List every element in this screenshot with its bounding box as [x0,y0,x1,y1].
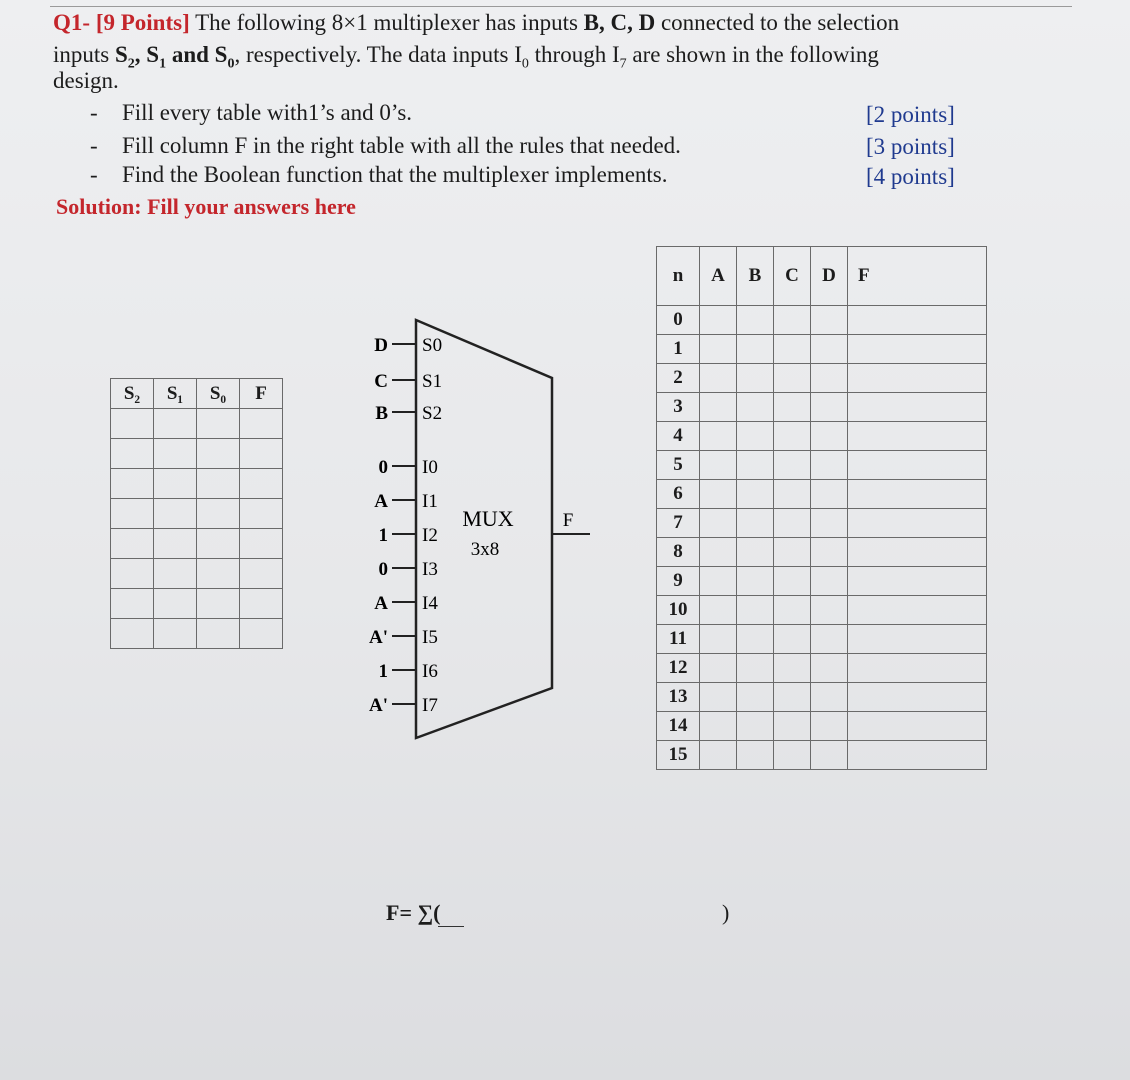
row-number: 4 [657,422,700,451]
row-number: 5 [657,451,700,480]
answer-cell[interactable] [737,596,774,625]
answer-cell[interactable] [700,422,737,451]
answer-cell[interactable] [811,654,848,683]
pin-label-s1: S1 [422,371,443,392]
i7-sub: 7 [619,56,627,72]
header-f: F [848,247,987,306]
header-f: F [240,379,283,409]
row-number: 3 [657,393,700,422]
answer-cell[interactable] [774,538,811,567]
task-3-points: [4 points] [866,164,955,189]
task-1: - Fill every table with1’s and 0’s. [90,100,413,125]
answer-cell[interactable] [197,439,240,469]
table-row [657,451,987,480]
answer-cell[interactable] [700,335,737,364]
row-number: 9 [657,567,700,596]
answer-cell[interactable] [197,469,240,499]
answer-cell[interactable] [848,451,987,480]
answer-cell[interactable] [700,567,737,596]
answer-cell[interactable] [811,538,848,567]
answer-cell[interactable] [197,529,240,559]
answer-cell[interactable] [154,529,197,559]
table-row [657,712,987,741]
answer-cell[interactable] [848,364,987,393]
mux-input-lines [369,335,442,716]
data-source-i6: 1 [378,661,388,682]
question-line-3: design. [53,68,119,93]
table-row [657,683,987,712]
answer-cell[interactable] [774,625,811,654]
table-row [657,567,987,596]
answer-cell[interactable] [240,589,283,619]
answer-cell[interactable] [700,683,737,712]
table-header-row [111,379,283,409]
row-number: 7 [657,509,700,538]
data-source-i1: A [374,491,388,512]
answer-cell[interactable] [811,625,848,654]
answer-cell[interactable] [111,529,154,559]
separator: , [134,42,147,67]
answer-cell[interactable] [154,589,197,619]
data-source-i4: A [374,593,388,614]
answer-cell[interactable] [700,741,737,770]
answer-cell[interactable] [811,335,848,364]
answer-cell[interactable] [154,559,197,589]
answer-cell[interactable] [111,409,154,439]
answer-cell[interactable] [811,364,848,393]
answer-cell[interactable] [111,589,154,619]
table-row [111,469,283,499]
answer-cell[interactable] [848,683,987,712]
table-row [111,589,283,619]
header-b: B [737,247,774,306]
answer-cell[interactable] [774,683,811,712]
answer-cell[interactable] [240,439,283,469]
data-source-i3: 0 [378,559,388,580]
question-text: The following 8×1 multiplexer has inputs [189,10,584,35]
table-header-row [657,247,987,306]
answer-cell[interactable] [774,480,811,509]
table-row [657,393,987,422]
answer-cell[interactable] [700,393,737,422]
answer-cell[interactable] [700,712,737,741]
row-number: 1 [657,335,700,364]
answer-cell[interactable] [848,625,987,654]
table-row [657,422,987,451]
pin-label-i1: I1 [422,491,438,512]
pin-label-i2: I2 [422,525,438,546]
header-a: A [700,247,737,306]
answer-cell[interactable] [774,712,811,741]
solution-heading: Solution: Fill your answers here [56,194,356,219]
and-word: and [166,42,215,67]
task-2: - Fill column F in the right table with all the rules that needed. [90,133,681,158]
task-3-text: Find the Boolean function that the multiplexer implements. [122,162,668,187]
answer-cell[interactable] [700,538,737,567]
row-number: 2 [657,364,700,393]
answer-cell[interactable] [240,499,283,529]
pin-label-i6: I6 [422,661,438,682]
formula-prefix: F= ∑( [386,900,441,925]
header-s2: S₂ [111,379,154,409]
row-number: 8 [657,538,700,567]
answer-cell[interactable] [848,509,987,538]
answer-cell[interactable] [774,306,811,335]
s2-sub: 2 [127,56,135,72]
pin-label-i3: I3 [422,559,438,580]
answer-cell[interactable] [848,393,987,422]
table-row [111,439,283,469]
answer-cell[interactable] [774,451,811,480]
answer-cell[interactable] [848,567,987,596]
answer-cell[interactable] [774,596,811,625]
question-line-1 [53,8,899,38]
select-source-s2: B [375,403,388,424]
formula-underline [438,926,464,927]
answer-cell[interactable] [737,567,774,596]
answer-cell[interactable] [848,422,987,451]
answer-cell[interactable] [197,619,240,649]
answer-cell[interactable] [240,619,283,649]
question-text: inputs [53,42,115,67]
answer-cell[interactable] [700,480,737,509]
answer-cell[interactable] [774,567,811,596]
answer-cell[interactable] [111,439,154,469]
answer-cell[interactable] [240,469,283,499]
table-row [111,499,283,529]
row-number: 10 [657,596,700,625]
answer-cell[interactable] [848,538,987,567]
answer-cell[interactable] [811,451,848,480]
answer-cell[interactable] [774,335,811,364]
formula-answer-field[interactable] [470,904,710,932]
question-text: through I [528,42,620,67]
task-1-text: Fill every table with1’s and 0’s. [122,100,413,125]
answer-cell[interactable] [848,654,987,683]
header-c: C [774,247,811,306]
header-s0: S₀ [197,379,240,409]
data-source-i0: 0 [378,457,388,478]
answer-cell[interactable] [700,509,737,538]
answer-cell[interactable] [774,422,811,451]
question-points: [9 Points] [95,10,190,35]
table-row [657,480,987,509]
row-number: 0 [657,306,700,335]
answer-cell[interactable] [154,499,197,529]
data-source-i7: A' [369,695,388,716]
answer-cell[interactable] [774,741,811,770]
table-row [657,335,987,364]
answer-cell[interactable] [811,509,848,538]
answer-cell[interactable] [811,567,848,596]
question-text: are shown in the following [626,42,879,67]
s1-sub: 1 [159,56,167,72]
answer-cell[interactable] [737,654,774,683]
answer-cell[interactable] [737,364,774,393]
answer-cell[interactable] [811,480,848,509]
answer-cell[interactable] [737,625,774,654]
task-3: - Find the Boolean function that the multiplexer implements. [90,162,668,187]
answer-cell[interactable] [737,538,774,567]
answer-cell[interactable] [154,439,197,469]
table-row [657,625,987,654]
answer-cell[interactable] [154,469,197,499]
answer-cell[interactable] [811,306,848,335]
task-1-points: [2 points] [866,102,955,127]
answer-cell[interactable] [111,499,154,529]
answer-cell[interactable] [848,741,987,770]
answer-cell[interactable] [811,712,848,741]
answer-cell[interactable] [737,683,774,712]
question-vars: B, C, D [583,10,656,35]
question-number: Q1- [53,10,91,35]
table-row [657,509,987,538]
answer-cell[interactable] [197,499,240,529]
mux-size: 3x8 [470,539,500,560]
pin-label-i7: I7 [422,695,438,716]
header-s1: S₁ [154,379,197,409]
table-row [657,538,987,567]
row-number: 15 [657,741,700,770]
answer-cell[interactable] [848,596,987,625]
table-row [657,596,987,625]
mux-diagram [340,300,640,760]
answer-cell[interactable] [737,393,774,422]
top-rule [50,6,1072,7]
answer-cell[interactable] [197,589,240,619]
select-source-s0: D [374,335,388,356]
answer-cell[interactable] [737,509,774,538]
answer-cell[interactable] [737,712,774,741]
table-row [657,364,987,393]
data-source-i2: 1 [378,525,388,546]
pin-label-i4: I4 [422,593,438,614]
question-line-2 [53,40,879,80]
answer-cell[interactable] [197,409,240,439]
answer-cell[interactable] [737,335,774,364]
row-number: 14 [657,712,700,741]
answer-cell[interactable] [848,712,987,741]
formula-suffix: ) [722,900,730,925]
i0-sub: 0 [521,56,529,72]
pin-label-i5: I5 [422,627,438,648]
answer-cell[interactable] [197,559,240,589]
answer-cell[interactable] [700,364,737,393]
answer-cell[interactable] [700,654,737,683]
s2-label: S [114,42,128,67]
answer-cell[interactable] [240,559,283,589]
answer-cell[interactable] [811,683,848,712]
answer-cell[interactable] [700,306,737,335]
question-text: connected to the selection [655,10,900,35]
answer-cell[interactable] [811,741,848,770]
row-number: 6 [657,480,700,509]
pin-label-s2: S2 [422,403,443,424]
table-row [111,559,283,589]
s1-label: S [146,42,160,67]
mux-label: MUX [462,506,514,531]
answer-cell[interactable] [737,422,774,451]
output-label: F [562,510,574,531]
table-row [111,529,283,559]
answer-cell[interactable] [811,596,848,625]
answer-cell[interactable] [154,409,197,439]
pin-label-s0: S0 [422,335,443,356]
answer-cell[interactable] [111,559,154,589]
answer-cell[interactable] [774,393,811,422]
answer-cell[interactable] [111,619,154,649]
s0-sub: 0 [227,56,235,72]
answer-cell[interactable] [774,364,811,393]
task-2-text: Fill column F in the right table with all the rules that needed. [122,133,681,158]
table-row [111,409,283,439]
answer-cell[interactable] [848,306,987,335]
answer-cell[interactable] [848,480,987,509]
answer-cell[interactable] [737,306,774,335]
pin-label-i0: I0 [422,457,438,478]
answer-cell[interactable] [154,619,197,649]
answer-cell[interactable] [700,451,737,480]
table-row [657,306,987,335]
header-d: D [811,247,848,306]
data-source-i5: A' [369,627,388,648]
table-row [657,741,987,770]
row-number: 12 [657,654,700,683]
table-row [111,619,283,649]
answer-cell[interactable] [737,480,774,509]
table-row [657,654,987,683]
answer-cell[interactable] [737,451,774,480]
answer-cell[interactable] [700,596,737,625]
answer-cell[interactable] [811,393,848,422]
function-truth-table [656,246,987,770]
select-source-s1: C [374,371,388,392]
answer-cell[interactable] [811,422,848,451]
answer-cell[interactable] [111,469,154,499]
answer-cell[interactable] [240,409,283,439]
answer-cell[interactable] [848,335,987,364]
task-2-points: [3 points] [866,134,955,159]
row-number: 13 [657,683,700,712]
answer-cell[interactable] [774,509,811,538]
answer-cell[interactable] [774,654,811,683]
select-truth-table [110,378,283,649]
s0-label: S [214,42,228,67]
answer-cell[interactable] [700,625,737,654]
row-number: 11 [657,625,700,654]
answer-cell[interactable] [240,529,283,559]
question-text: , respectively. The data inputs I [234,42,522,67]
answer-cell[interactable] [737,741,774,770]
header-n: n [657,247,700,306]
